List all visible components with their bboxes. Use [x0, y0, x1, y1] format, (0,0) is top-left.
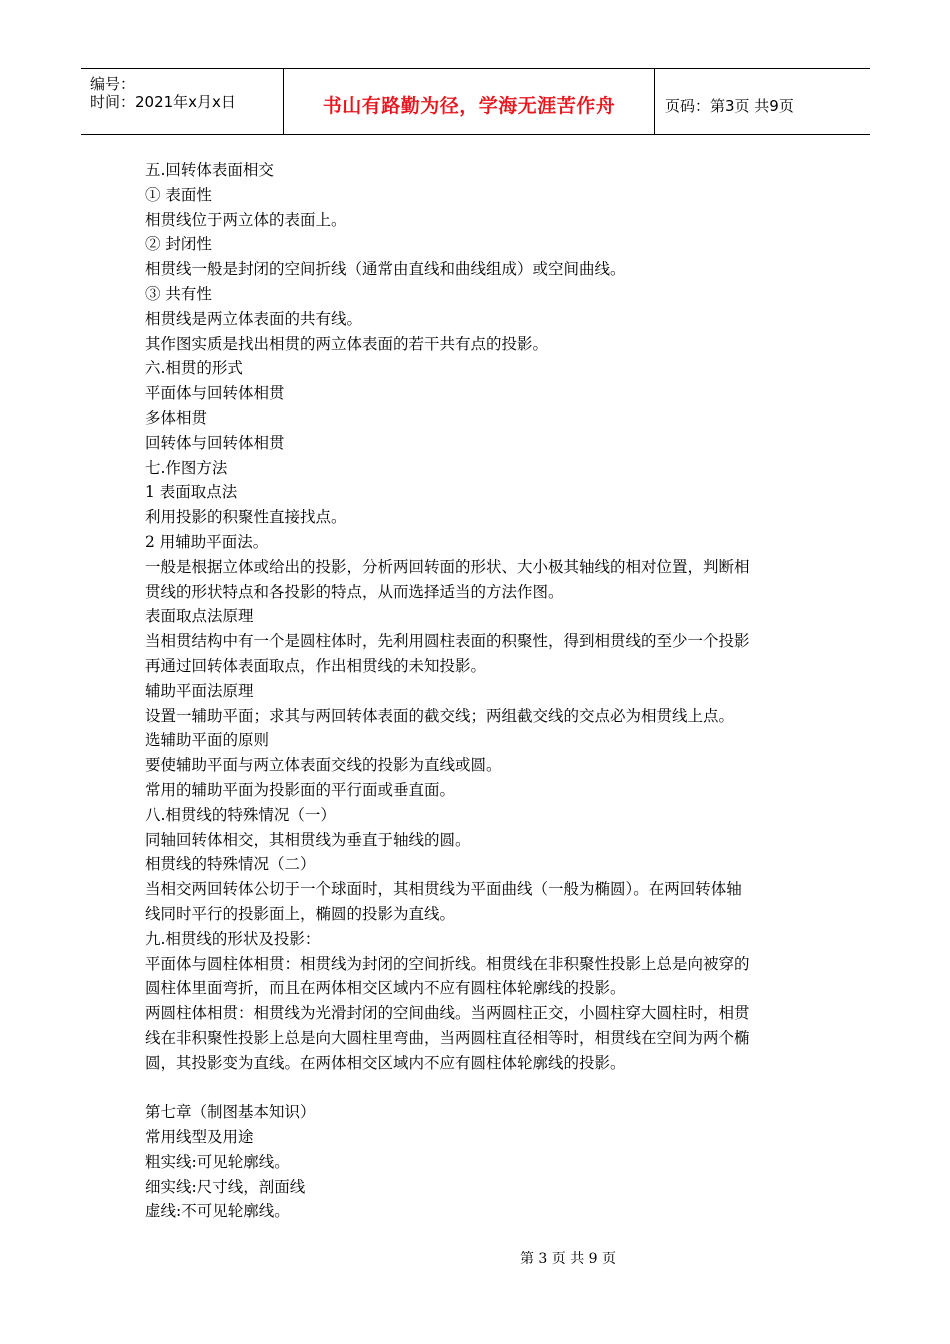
body-line: 平面体与圆柱体相贯：相贯线为封闭的空间折线。相贯线在非积聚性投影上总是向被穿的: [145, 954, 750, 973]
header-page-info: 页码：第3页 共9页: [665, 97, 794, 115]
body-line: 九.相贯线的形状及投影：: [145, 929, 321, 948]
body-line: 设置一辅助平面；求其与两回转体表面的截交线；两组截交线的交点必为相贯线上点。: [145, 706, 735, 725]
body-line: 要使辅助平面与两立体表面交线的投影为直线或圆。: [145, 756, 502, 775]
body-line: 相贯线的特殊情况（二）: [145, 855, 316, 874]
body-line: 常用线型及用途: [145, 1128, 254, 1147]
body-line: 细实线:尺寸线，剖面线: [145, 1177, 306, 1196]
body-line: 相贯线一般是封闭的空间折线（通常由直线和曲线组成）或空间曲线。: [145, 260, 626, 279]
body-line: 1 表面取点法: [145, 483, 238, 502]
body-line: 第七章（制图基本知识）: [145, 1103, 316, 1122]
body-line: 当相贯结构中有一个是圆柱体时，先利用圆柱表面的积聚性，得到相贯线的至少一个投影: [145, 632, 750, 651]
header-page-cell: [655, 69, 870, 134]
body-line: 七.作图方法: [145, 458, 228, 477]
body-line: 六.相贯的形式: [145, 359, 243, 378]
body-line: 其作图实质是找出相贯的两立体表面的若干共有点的投影。: [145, 334, 549, 353]
body-line: 常用的辅助平面为投影面的平行面或垂直面。: [145, 780, 456, 799]
body-line: 选辅助平面的原则: [145, 731, 270, 750]
serial-number-label: 编号：: [90, 75, 136, 93]
body-line: 相贯线位于两立体的表面上。: [145, 210, 347, 229]
body-line: 线同时平行的投影面上，椭圆的投影为直线。: [145, 904, 456, 923]
body-line: 多体相贯: [145, 408, 208, 427]
body-line: 再通过回转体表面取点，作出相贯线的未知投影。: [145, 656, 487, 675]
motto-text: 书山有路勤为径，学海无涯苦作舟: [322, 95, 616, 117]
body-line: 线在非积聚性投影上总是向大圆柱里弯曲，当两圆柱直径相等时，相贯线在空间为两个椭: [145, 1028, 750, 1047]
header-meta-cell: [81, 69, 283, 134]
body-line: ③ 共有性: [145, 284, 212, 303]
body-line: ② 封闭性: [145, 235, 212, 254]
page-footer: 第 3 页 共 9 页: [519, 1251, 617, 1267]
document-body: [145, 158, 810, 1224]
body-line: 相贯线是两立体表面的共有线。: [145, 309, 363, 328]
body-line: ① 表面性: [145, 185, 212, 204]
body-line: 虚线:不可见轮廓线。: [145, 1202, 290, 1221]
body-line: 圆，其投影变为直线。在两体相交区域内不应有圆柱体轮廓线的投影。: [145, 1053, 626, 1072]
body-line: 平面体与回转体相贯: [145, 384, 285, 403]
body-line: 回转体与回转体相贯: [145, 433, 285, 452]
header-motto-cell: [283, 69, 655, 134]
body-line: 粗实线:可见轮廓线。: [145, 1152, 290, 1171]
body-line: 八.相贯线的特殊情况（一）: [145, 805, 336, 824]
body-line: 当相交两回转体公切于一个球面时，其相贯线为平面曲线（一般为椭圆）。在两回转体轴: [145, 880, 742, 899]
page-header: [81, 68, 870, 135]
blank-line: [145, 1075, 810, 1100]
body-line: 圆柱体里面弯折，而且在两体相交区域内不应有圆柱体轮廓线的投影。: [145, 979, 626, 998]
body-line: 两圆柱体相贯：相贯线为光滑封闭的空间曲线。当两圆柱正交，小圆柱穿大圆柱时，相贯: [145, 1004, 750, 1023]
body-line: 2 用辅助平面法。: [145, 532, 269, 551]
body-line: 贯线的形状特点和各投影的特点，从而选择适当的方法作图。: [145, 582, 564, 601]
body-line: 一般是根据立体或给出的投影，分析两回转面的形状、大小极其轴线的相对位置，判断相: [145, 557, 750, 576]
body-line: 表面取点法原理: [145, 607, 254, 626]
body-line: 利用投影的积聚性直接找点。: [145, 508, 347, 527]
body-line: 同轴回转体相交，其相贯线为垂直于轴线的圆。: [145, 830, 471, 849]
body-line: 辅助平面法原理: [145, 681, 254, 700]
date-label: 时间：2021年x月x日: [90, 93, 236, 111]
body-line: 五.回转体表面相交: [145, 161, 274, 179]
